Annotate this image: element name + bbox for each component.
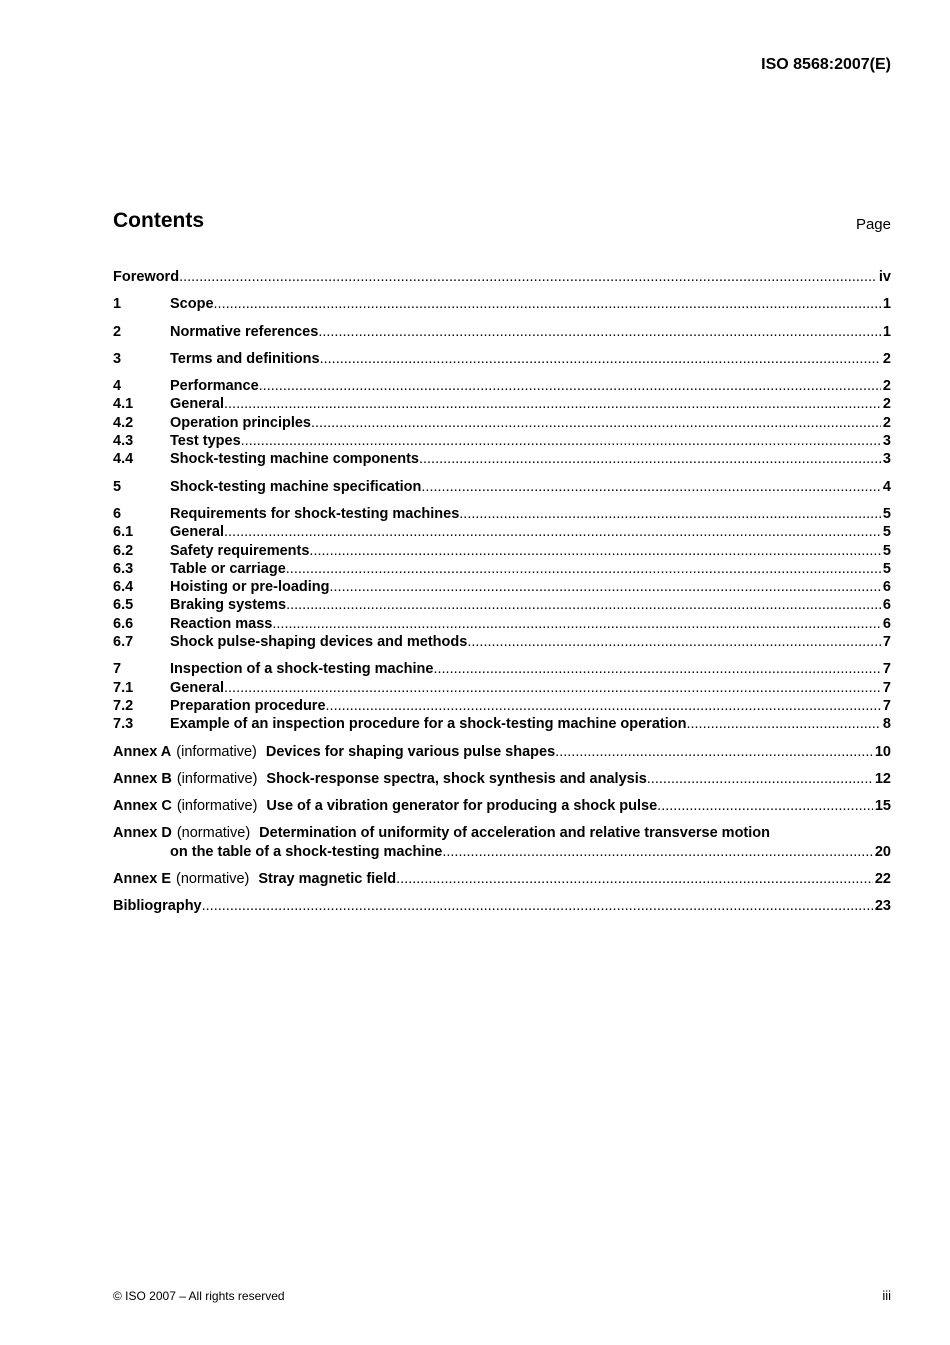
dot-leader [309, 542, 881, 560]
toc-entry-title: General [170, 396, 224, 413]
footer-page-number: iii [882, 1288, 891, 1303]
annex-label: Annex B [113, 770, 172, 787]
toc-entry-number: 3 [113, 350, 122, 367]
bibliography-page: 23 [874, 898, 891, 915]
toc-group [113, 870, 891, 888]
annex-label: Annex D [113, 825, 172, 842]
annex-page: 12 [874, 770, 891, 787]
dot-leader [330, 578, 881, 596]
toc-entry[interactable] [113, 542, 891, 560]
toc-entry-number: 7.2 [113, 697, 134, 714]
annex-type: (informative) [176, 770, 258, 787]
toc-entry-title: Shock-testing machine components [170, 451, 419, 468]
toc-entry-number: 7 [113, 661, 122, 678]
toc-entry-page: 7 [882, 679, 891, 696]
toc-entry-title: Normative references [170, 323, 319, 340]
toc-entry-number: 6.5 [113, 597, 134, 614]
annex-label: Annex C [113, 798, 172, 815]
toc-entry[interactable] [113, 679, 891, 697]
toc-group [113, 660, 891, 733]
toc-entry-page: 3 [882, 433, 891, 450]
dot-leader [442, 843, 873, 861]
toc-entry-number: 5 [113, 478, 122, 495]
dot-leader [318, 323, 881, 341]
annex-title: Use of a vibration generator for producing a shock pulse [266, 798, 658, 815]
annex-entry[interactable] [113, 824, 891, 842]
toc-entry[interactable] [113, 395, 891, 413]
annex-entry-continuation[interactable] [113, 843, 891, 861]
bibliography-title: Bibliography [113, 898, 202, 915]
toc-entry-title: Safety requirements [170, 542, 310, 559]
toc-entry-page: 1 [882, 323, 891, 340]
toc-entry-number: 6.6 [113, 615, 134, 632]
dot-leader [555, 743, 873, 761]
annex-title: Stray magnetic field [258, 871, 397, 888]
toc-group [113, 897, 891, 915]
toc-entry-number: 6.4 [113, 579, 134, 596]
toc-entry-title: Hoisting or pre-loading [170, 579, 330, 596]
dot-leader [657, 797, 873, 815]
toc-entry-title: Shock-testing machine specification [170, 478, 422, 495]
toc-entry-page: 2 [882, 396, 891, 413]
toc-entry-number: 7.3 [113, 716, 134, 733]
toc-group [113, 268, 891, 286]
annex-label: Annex A [113, 743, 172, 760]
annex-type: (informative) [176, 743, 257, 760]
toc-entry-page: 6 [882, 615, 891, 632]
document-id: ISO 8568:2007(E) [761, 56, 891, 73]
dot-leader [419, 450, 881, 468]
toc-entry-number: 4.4 [113, 451, 134, 468]
toc-entry-number: 6.3 [113, 560, 134, 577]
annex-entry[interactable] [113, 797, 891, 815]
toc-entry[interactable] [113, 596, 891, 614]
toc-entry[interactable] [113, 295, 891, 313]
toc-entry-page: 5 [882, 505, 891, 522]
toc-entry-number: 6.1 [113, 524, 134, 541]
toc-entry[interactable] [113, 660, 891, 678]
dot-leader [686, 715, 880, 733]
toc-entry-number: 1 [113, 296, 122, 313]
dot-leader [433, 660, 880, 678]
toc-entry[interactable] [113, 615, 891, 633]
dot-leader [396, 870, 873, 888]
toc-entry-page: 5 [882, 560, 891, 577]
annex-page: 22 [874, 871, 891, 888]
toc-entry-page: 5 [882, 542, 891, 559]
toc-group [113, 295, 891, 313]
annex-title: Determination of uniformity of acceleration and relative transverse motion [259, 825, 770, 842]
annex-type: (informative) [176, 798, 258, 815]
toc-group [113, 824, 891, 861]
toc-entry[interactable] [113, 697, 891, 715]
toc-entry-number: 6 [113, 505, 122, 522]
annex-entry[interactable] [113, 743, 891, 761]
toc-group [113, 505, 891, 651]
dot-leader [224, 395, 881, 413]
toc-entry-page: 2 [882, 414, 891, 431]
annex-page: 15 [874, 798, 891, 815]
toc-entry-title: Requirements for shock-testing machines [170, 505, 460, 522]
toc-entry-title: Operation principles [170, 414, 311, 431]
contents-title: Contents [113, 209, 204, 232]
toc-entry-page: 6 [882, 579, 891, 596]
dot-leader [272, 615, 881, 633]
toc-entry-title: Preparation procedure [170, 697, 326, 714]
toc-entry-number: 4 [113, 378, 122, 395]
toc-entry[interactable] [113, 633, 891, 651]
toc-entry-title: Terms and definitions [170, 350, 320, 367]
toc-entry-number: 6.2 [113, 542, 134, 559]
toc-group [113, 323, 891, 341]
toc-entry-title: Shock pulse-shaping devices and methods [170, 634, 468, 651]
dot-leader [224, 679, 881, 697]
toc-entry-title: Scope [170, 296, 214, 313]
toc-entry-page: 8 [882, 716, 891, 733]
dot-leader [421, 478, 881, 496]
toc-entry-title: General [170, 524, 224, 541]
toc-entry-title: Test types [170, 433, 241, 450]
table-of-contents [113, 268, 891, 925]
toc-entry-number: 4.3 [113, 433, 134, 450]
toc-entry[interactable] [113, 432, 891, 450]
toc-entry[interactable] [113, 450, 891, 468]
toc-group [113, 478, 891, 496]
toc-entry-title: Foreword [113, 269, 180, 285]
annex-entry[interactable] [113, 870, 891, 888]
toc-entry-title: General [170, 679, 224, 696]
toc-group [113, 743, 891, 761]
toc-entry-title: Inspection of a shock-testing machine [170, 661, 434, 678]
toc-entry[interactable] [113, 578, 891, 596]
toc-entry-title: Example of an inspection procedure for a shock-testing machine operation [170, 716, 687, 733]
toc-entry-number: 2 [113, 323, 122, 340]
annex-type: (normative) [176, 825, 251, 842]
dot-leader [326, 697, 881, 715]
toc-entry-title: Performance [170, 378, 259, 395]
toc-entry-number: 7.1 [113, 679, 134, 696]
toc-entry-page: 4 [882, 478, 891, 495]
toc-entry[interactable] [113, 414, 891, 432]
toc-entry-page: 1 [882, 296, 891, 313]
toc-entry-page: 2 [882, 378, 891, 395]
toc-entry[interactable] [113, 350, 891, 368]
bibliography-entry[interactable] [113, 897, 891, 915]
footer-copyright: © ISO 2007 – All rights reserved [113, 1289, 285, 1303]
toc-entry[interactable] [113, 268, 891, 286]
toc-entry-title: Table or carriage [170, 560, 286, 577]
dot-leader [179, 268, 877, 286]
toc-entry-page: 6 [882, 597, 891, 614]
dot-leader [467, 633, 881, 651]
toc-group [113, 797, 891, 815]
toc-entry[interactable] [113, 715, 891, 733]
toc-entry[interactable] [113, 377, 891, 395]
toc-entry-page: 7 [882, 697, 891, 714]
toc-entry[interactable] [113, 523, 891, 541]
toc-entry[interactable] [113, 505, 891, 523]
annex-page: 10 [874, 743, 891, 760]
toc-group [113, 350, 891, 368]
toc-entry-title: Reaction mass [170, 615, 273, 632]
page-column-label: Page [855, 216, 891, 233]
toc-entry-page: 5 [882, 524, 891, 541]
annex-title: Shock-response spectra, shock synthesis and analysis [266, 770, 647, 787]
dot-leader [311, 414, 881, 432]
dot-leader [259, 377, 881, 395]
toc-entry-number: 4.2 [113, 414, 134, 431]
dot-leader [202, 897, 873, 915]
dot-leader [320, 350, 881, 368]
toc-entry-page: 7 [882, 661, 891, 678]
annex-title-continuation: on the table of a shock-testing machine [170, 843, 443, 860]
annex-label: Annex E [113, 871, 172, 888]
dot-leader [224, 523, 881, 541]
annex-type: (normative) [176, 871, 250, 888]
toc-entry[interactable] [113, 323, 891, 341]
toc-entry-page: 7 [882, 634, 891, 651]
annex-entry[interactable] [113, 770, 891, 788]
toc-entry-number: 6.7 [113, 634, 134, 651]
toc-group [113, 770, 891, 788]
toc-group [113, 377, 891, 468]
toc-entry-page: iv [878, 269, 891, 285]
dot-leader [647, 770, 873, 788]
dot-leader [459, 505, 881, 523]
toc-entry[interactable] [113, 478, 891, 496]
toc-entry[interactable] [113, 560, 891, 578]
dot-leader [286, 596, 881, 614]
toc-entry-number: 4.1 [113, 396, 134, 413]
dot-leader [241, 432, 881, 450]
dot-leader [286, 560, 881, 578]
toc-entry-title: Braking systems [170, 597, 287, 614]
annex-page: 20 [874, 843, 891, 860]
toc-entry-page: 3 [882, 451, 891, 468]
annex-title: Devices for shaping various pulse shapes [265, 743, 556, 760]
toc-entry-page: 2 [882, 350, 891, 367]
dot-leader [214, 295, 881, 313]
